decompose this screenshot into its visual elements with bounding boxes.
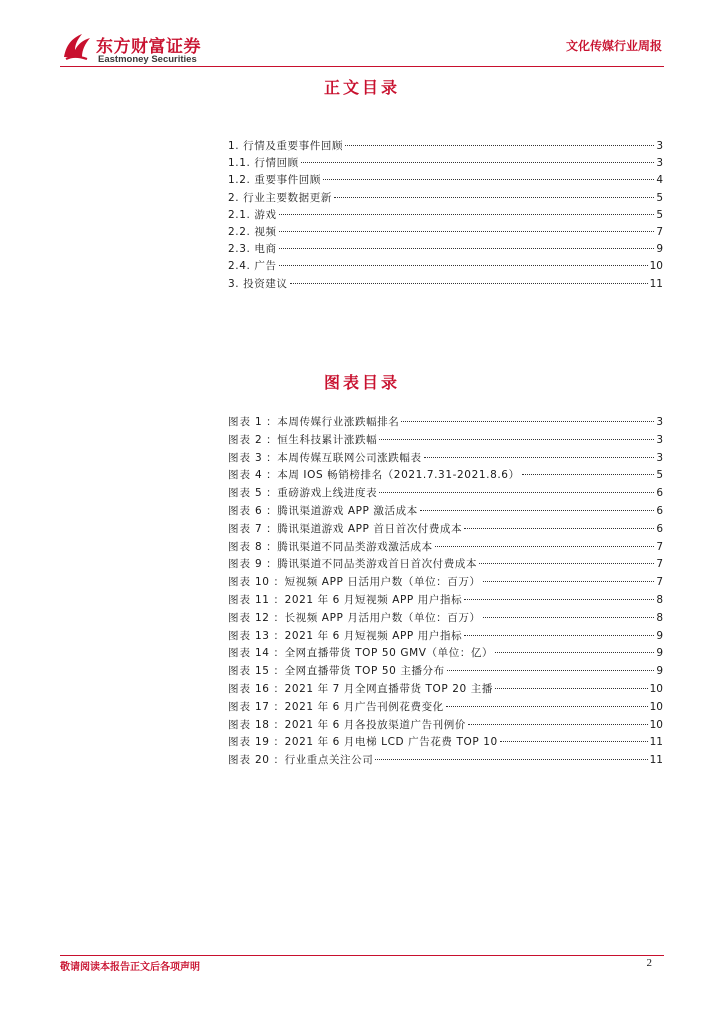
figure-caption: 2021 年 6 月电梯 LCD 广告花费 TOP 10 [284,736,498,749]
figure-entry-label: 图表 4 ：本周 IOS 畅销榜排名（2021.7.31-2021.8.6） [228,469,520,482]
figure-caption: 本周 IOS 畅销榜排名（2021.7.31-2021.8.6） [277,469,520,482]
figure-caption: 2021 年 6 月短视频 APP 用户指标 [284,593,463,606]
figure-entry[interactable] [228,432,663,450]
figure-entry[interactable] [228,539,663,557]
figure-caption: 腾讯渠道游戏 APP 激活成本 [277,504,418,517]
figure-caption: 2021 年 6 月短视频 APP 用户指标 [284,629,463,642]
figure-entry-page: 9 [656,629,663,642]
figure-entry-label: 图表 12 ：长视频 APP 月活用户数（单位：百万） [228,611,481,624]
logo-chinese-name: 东方财富证券 [96,37,201,57]
figure-prefix: 图表 [228,593,251,606]
figure-caption: 本周传媒行业涨跌幅排名 [277,416,400,428]
toc-entry-page: 9 [656,243,663,256]
toc-entry-label: 1.1. 行情回顾 [228,157,299,170]
eastmoney-logo-icon [60,30,94,64]
dot-leader [334,197,654,198]
toc-entry-label: 1.2. 重要事件回顾 [228,174,321,187]
figure-prefix: 图表 [228,611,251,624]
dot-leader [464,635,654,636]
figure-entry[interactable] [228,414,663,432]
figure-entry-label: 图表 2 ：恒生科技累计涨跌幅 [228,433,378,446]
figure-caption: 重磅游戏上线进度表 [277,487,378,500]
dot-leader [522,474,655,475]
figure-entry-page: 10 [649,718,663,731]
toc-entry[interactable] [228,224,663,241]
figure-caption: 2021 年 6 月广告刊例花费变化 [284,700,444,713]
figure-entry-label: 图表 9 ：腾讯渠道不同品类游戏首日首次付费成本 [228,558,478,571]
dot-leader [345,145,654,146]
figure-entry[interactable] [228,734,663,752]
figure-prefix: 图表 [228,700,251,713]
figure-prefix: 图表 [228,576,251,589]
figure-entry-label: 图表 5 ：重磅游戏上线进度表 [228,487,378,500]
figure-entry-label: 图表 19 ：2021 年 6 月电梯 LCD 广告花费 TOP 10 [228,736,498,749]
figure-number: 4 [254,469,263,482]
figure-entry-label: 图表 6 ：腾讯渠道游戏 APP 激活成本 [228,504,418,517]
figure-number: 18 [254,718,270,731]
figure-entry[interactable] [228,663,663,681]
figure-entry-page: 7 [656,576,663,589]
figure-number: 17 [254,700,270,713]
dot-leader [424,457,655,458]
figure-entry-page: 9 [656,647,663,660]
figure-number: 20 [254,754,270,767]
figures-title: 图表目录 [323,373,400,392]
dot-leader [483,581,655,582]
figure-number: 13 [254,629,270,642]
toc-entry[interactable] [228,207,663,224]
dot-leader [483,617,655,618]
toc-entry-label: 3. 投资建议 [228,277,288,290]
toc-entry[interactable] [228,241,663,258]
figure-entry-page: 5 [656,469,663,482]
dot-leader [279,248,655,249]
figure-entry-label: 图表 17 ：2021 年 6 月广告刊例花费变化 [228,700,444,713]
toc-entry[interactable] [228,258,663,275]
footer-divider [60,955,664,956]
figure-prefix: 图表 [228,469,251,482]
figure-number: 2 [254,433,263,446]
figure-number: 15 [254,665,270,678]
figure-entry-label: 图表 10 ：短视频 APP 日活用户数（单位：百万） [228,576,481,589]
toc-entry-label: 1. 行情及重要事件回顾 [228,140,344,152]
figure-prefix: 图表 [228,736,251,749]
figure-caption: 腾讯渠道游戏 APP 首日首次付费成本 [277,522,463,535]
figure-entry-page: 8 [656,593,663,606]
figure-entry-label: 图表 11 ：2021 年 6 月短视频 APP 用户指标 [228,593,463,606]
figure-entry[interactable] [228,752,663,770]
dot-leader [500,741,648,742]
figure-entry[interactable] [228,521,663,539]
toc-entry[interactable] [228,172,663,189]
figure-caption: 短视频 APP 日活用户数（单位：百万） [284,576,481,589]
page-number: 2 [646,957,652,969]
figure-entry[interactable] [228,556,663,574]
figure-entry-page: 6 [656,504,663,517]
header-divider [60,66,664,67]
dot-leader [479,563,654,564]
toc-entry[interactable] [228,190,663,207]
figure-caption: 本周传媒互联网公司涨跌幅表 [277,451,422,464]
dot-leader [447,670,655,671]
figure-number: 10 [254,576,270,589]
toc-title: 正文目录 [323,78,400,97]
figure-number: 5 [254,487,263,500]
page-header [0,0,724,70]
dot-leader [420,510,655,511]
figure-prefix: 图表 [228,451,251,464]
dot-leader [279,231,655,232]
dot-leader [495,688,648,689]
figure-entry[interactable] [228,681,663,699]
toc-entry-label: 2.1. 游戏 [228,208,277,221]
figure-prefix: 图表 [228,540,251,553]
figure-entry-page: 9 [656,665,663,678]
figure-caption: 全网直播带货 TOP 50 主播分布 [284,665,445,678]
figure-entry-label: 图表 18 ：2021 年 6 月各投放渠道广告刊例价 [228,718,466,731]
toc-entry-page: 5 [656,191,663,204]
toc-entry[interactable] [228,138,663,155]
dot-leader [468,724,648,725]
figure-number: 9 [254,558,263,571]
figure-number: 16 [254,682,270,695]
figure-caption: 恒生科技累计涨跌幅 [277,433,378,446]
figure-entry-page: 10 [649,700,663,713]
dot-leader [464,528,654,529]
figure-entry-label: 图表 15 ：全网直播带货 TOP 50 主播分布 [228,665,445,678]
figure-prefix: 图表 [228,416,251,428]
figure-entry[interactable] [228,574,663,592]
toc-list [228,138,663,293]
figure-entry-page: 7 [656,558,663,571]
dot-leader [379,492,654,493]
dot-leader [435,546,655,547]
figure-prefix: 图表 [228,647,251,660]
figure-caption: 2021 年 6 月各投放渠道广告刊例价 [284,718,466,731]
dot-leader [379,439,654,440]
dot-leader [290,283,648,284]
footer-disclaimer: 敬请阅读本报告正文后各项声明 [60,962,200,973]
figure-prefix: 图表 [228,558,251,571]
toc-entry-page: 10 [649,260,663,273]
dot-leader [279,265,648,266]
figure-caption: 腾讯渠道不同品类游戏激活成本 [277,540,433,553]
figure-prefix: 图表 [228,682,251,695]
toc-entry-page: 4 [656,174,663,187]
figure-prefix: 图表 [228,433,251,446]
figure-prefix: 图表 [228,754,251,767]
figure-prefix: 图表 [228,487,251,500]
figure-entry-label: 图表 20 ：行业重点关注公司 [228,754,374,767]
toc-entry-page: 7 [656,225,663,238]
toc-entry-label: 2.3. 电商 [228,243,277,256]
figure-entry[interactable] [228,628,663,646]
figure-entry-label: 图表 7 ：腾讯渠道游戏 APP 首日首次付费成本 [228,522,463,535]
figure-prefix: 图表 [228,629,251,642]
figure-caption: 腾讯渠道不同品类游戏首日首次付费成本 [277,558,478,571]
toc-entry-page: 3 [656,157,663,170]
figure-entry[interactable] [228,450,663,468]
figure-number: 8 [254,540,263,553]
figure-number: 7 [254,522,263,535]
dot-leader [401,421,654,422]
figure-entry[interactable] [228,467,663,485]
figure-entry-page: 11 [649,754,663,767]
dot-leader [279,214,655,215]
figure-prefix: 图表 [228,665,251,678]
figure-entry-page: 3 [656,433,663,446]
dot-leader [464,599,654,600]
figure-entry-page: 7 [656,540,663,553]
toc-entry-page: 5 [656,208,663,221]
figure-number: 11 [254,593,270,606]
logo-english-name: Eastmoney Securities [98,54,197,65]
figures-list [228,414,663,770]
figure-number: 12 [254,611,270,624]
figure-entry[interactable] [228,645,663,663]
company-logo [60,30,235,70]
figure-entry[interactable] [228,592,663,610]
figure-prefix: 图表 [228,504,251,517]
figure-caption: 全网直播带货 TOP 50 GMV（单位：亿） [284,647,494,660]
figure-number: 14 [254,647,270,660]
toc-entry-page: 3 [656,140,663,152]
toc-entry[interactable] [228,276,663,293]
figure-entry[interactable] [228,699,663,717]
figure-entry-label: 图表 13 ：2021 年 6 月短视频 APP 用户指标 [228,629,463,642]
dot-leader [323,179,654,180]
figure-prefix: 图表 [228,718,251,731]
figure-entry-label: 图表 14 ：全网直播带货 TOP 50 GMV（单位：亿） [228,647,494,660]
figure-prefix: 图表 [228,522,251,535]
dot-leader [375,759,647,760]
figure-entry-label: 图表 16 ：2021 年 7 月全网直播带货 TOP 20 主播 [228,682,493,695]
figure-entry-page: 6 [656,487,663,500]
toc-entry-label: 2. 行业主要数据更新 [228,191,332,204]
dot-leader [446,706,648,707]
figure-entry-page: 3 [656,451,663,464]
figure-number: 19 [254,736,270,749]
figure-entry-page: 3 [656,416,663,428]
figure-entry-label: 图表 3 ：本周传媒互联网公司涨跌幅表 [228,451,422,464]
figure-caption: 2021 年 7 月全网直播带货 TOP 20 主播 [284,682,493,695]
figure-entry-page: 10 [649,682,663,695]
toc-entry-page: 11 [649,277,663,290]
figure-entry[interactable] [228,610,663,628]
dot-leader [495,652,654,653]
figure-number: 3 [254,451,263,464]
toc-entry[interactable] [228,155,663,172]
toc-entry-label: 2.4. 广告 [228,260,277,273]
figure-entry-page: 6 [656,522,663,535]
dot-leader [301,162,655,163]
figure-entry[interactable] [228,503,663,521]
toc-entry-label: 2.2. 视频 [228,225,277,238]
figure-number: 1 [254,416,263,428]
figure-entry[interactable] [228,485,663,503]
figure-caption: 长视频 APP 月活用户数（单位：百万） [284,611,481,624]
figure-entry-page: 11 [649,736,663,749]
report-type: 文化传媒行业周报 [565,39,662,53]
figure-entry-label: 图表 1 ：本周传媒行业涨跌幅排名 [228,416,400,428]
figure-entry-page: 8 [656,611,663,624]
figure-entry[interactable] [228,717,663,735]
figure-number: 6 [254,504,263,517]
figure-entry-label: 图表 8 ：腾讯渠道不同品类游戏激活成本 [228,540,433,553]
figure-caption: 行业重点关注公司 [284,754,374,767]
